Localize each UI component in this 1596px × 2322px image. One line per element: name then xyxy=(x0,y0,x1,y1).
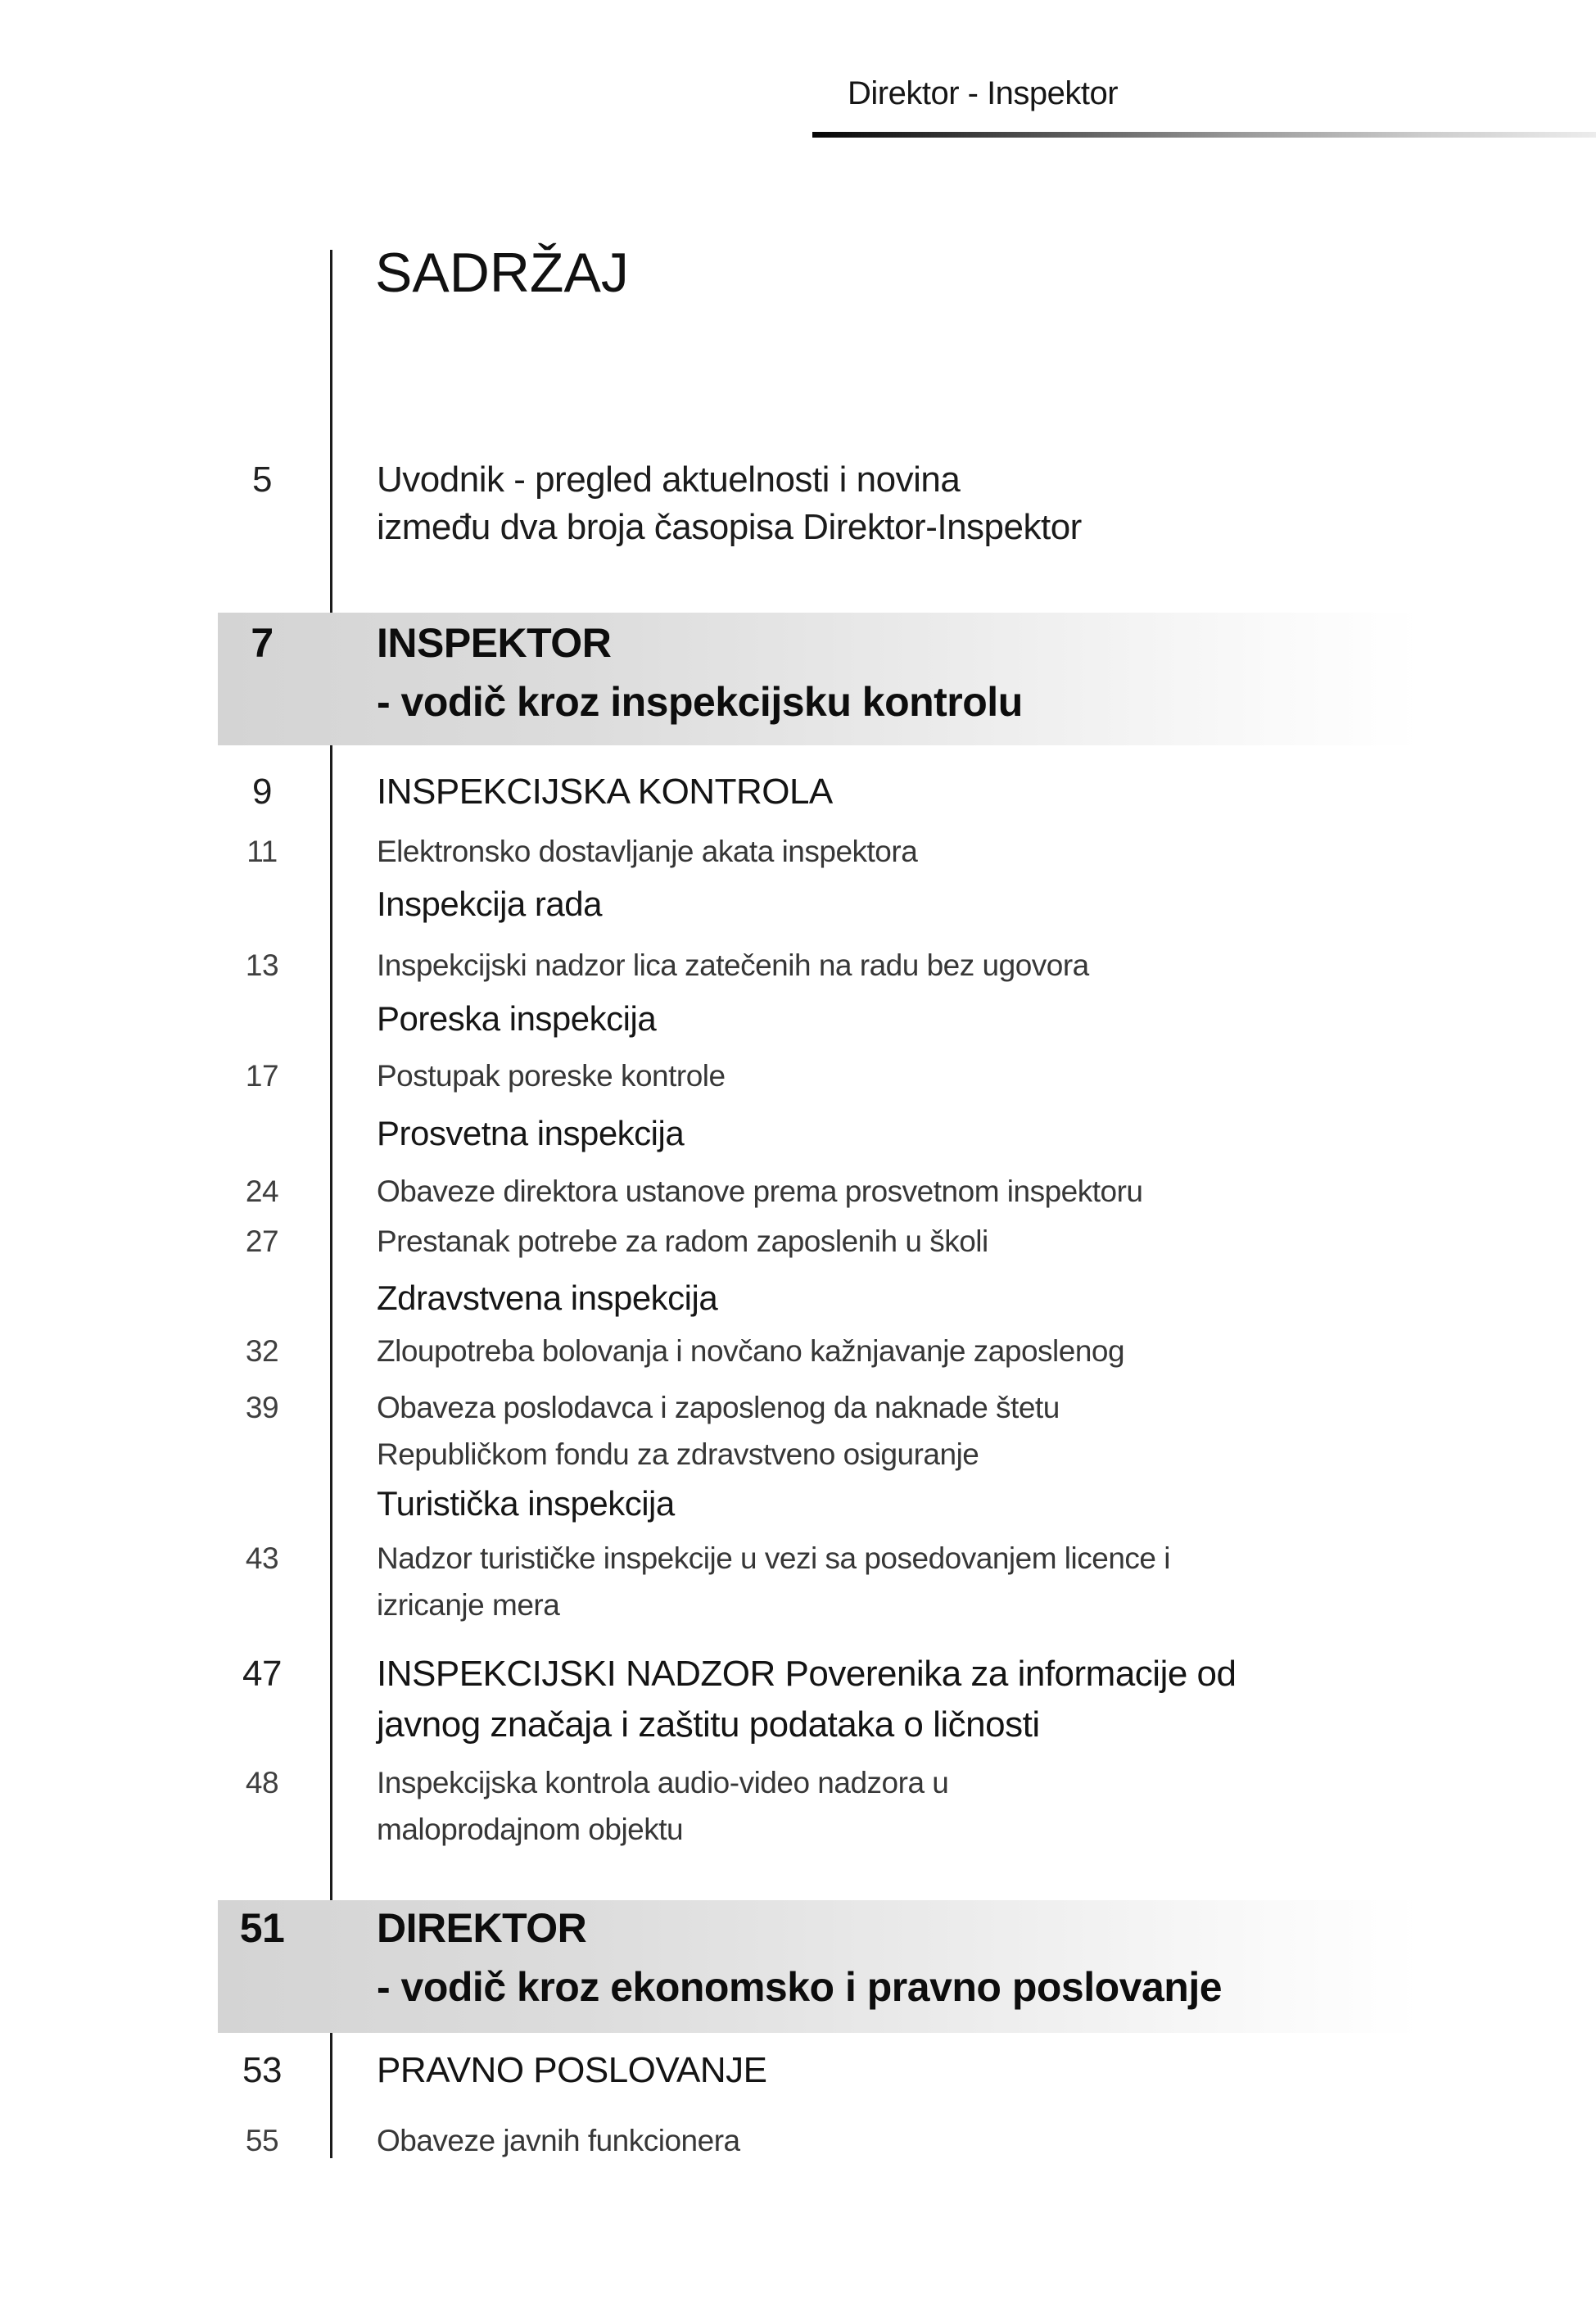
toc-entry-line: INSPEKCIJSKA KONTROLA xyxy=(377,772,833,812)
toc-entry-line: javnog značaja i zaštitu podataka o ličnosti xyxy=(377,1704,1040,1745)
header-rule xyxy=(812,132,1596,138)
toc-page-number: 7 xyxy=(251,620,274,666)
toc-page-number: 55 xyxy=(245,2124,279,2157)
toc-section-label: Poreska inspekcija xyxy=(377,999,657,1038)
toc-page-number: 51 xyxy=(239,1905,285,1951)
toc-entry-line: PRAVNO POSLOVANJE xyxy=(377,2050,767,2090)
toc-entry-line: - vodič kroz inspekcijsku kontrolu xyxy=(377,679,1023,725)
toc-section-label: Zdravstvena inspekcija xyxy=(377,1279,718,1317)
content-vertical-rule xyxy=(330,250,332,2158)
toc-page-number: 47 xyxy=(242,1654,282,1694)
toc-entry-line: izricanje mera xyxy=(377,1588,560,1622)
toc-entry-line: Nadzor turističke inspekcije u vezi sa posedovanjem licence i xyxy=(377,1541,1170,1575)
toc-entry-line: Obaveze javnih funkcionera xyxy=(377,2124,740,2157)
toc-page-number: 32 xyxy=(245,1334,279,1368)
journal-title: Direktor - Inspektor xyxy=(848,75,1119,111)
toc-page-number: 48 xyxy=(245,1766,279,1799)
toc-entry-line: Elektronsko dostavljanje akata inspektora xyxy=(377,835,918,868)
toc-entry-line: DIREKTOR xyxy=(377,1905,587,1951)
toc-entry-line: Prestanak potrebe za radom zaposlenih u školi xyxy=(377,1224,988,1258)
toc-entry-line: Obaveze direktora ustanove prema prosvetnom inspektoru xyxy=(377,1175,1143,1208)
toc-section-label: Inspekcija rada xyxy=(377,885,602,923)
toc-page-number: 24 xyxy=(245,1175,279,1208)
toc-entry-line: Republičkom fondu za zdravstveno osiguranje xyxy=(377,1437,979,1471)
toc-page-number: 43 xyxy=(245,1541,279,1575)
toc-entry-line: između dva broja časopisa Direktor-Inspektor xyxy=(377,507,1082,547)
toc-page-number: 39 xyxy=(245,1391,279,1424)
toc-page-number: 5 xyxy=(252,459,272,500)
toc-entry-line: INSPEKTOR xyxy=(377,620,612,666)
page-title: SADRŽAJ xyxy=(375,242,629,304)
toc-section-label: Turistička inspekcija xyxy=(377,1484,675,1523)
toc-entry-line: Inspekcijska kontrola audio-video nadzora u xyxy=(377,1766,949,1799)
toc-entry-line: - vodič kroz ekonomsko i pravno poslovanje xyxy=(377,1964,1223,2010)
toc-entry-line: Inspekcijski nadzor lica zatečenih na radu bez ugovora xyxy=(377,948,1089,982)
toc-page-number: 11 xyxy=(246,835,278,868)
toc-entry-line: Obaveza poslodavca i zaposlenog da naknade štetu xyxy=(377,1391,1060,1424)
toc-entry-line: Uvodnik - pregled aktuelnosti i novina xyxy=(377,459,961,500)
toc-page-number: 27 xyxy=(245,1224,279,1258)
toc-page-number: 53 xyxy=(242,2050,282,2090)
toc-entry-line: Zloupotreba bolovanja i novčano kažnjavanje zaposlenog xyxy=(377,1334,1125,1368)
toc-entry-line: Postupak poreske kontrole xyxy=(377,1059,726,1093)
toc-page-number: 17 xyxy=(245,1059,279,1093)
toc-page-number: 13 xyxy=(245,948,279,982)
toc-section-label: Prosvetna inspekcija xyxy=(377,1114,685,1152)
toc-entry-line: maloprodajnom objektu xyxy=(377,1813,684,1846)
toc-page-number: 9 xyxy=(252,772,272,812)
toc-entry-line: INSPEKCIJSKI NADZOR Poverenika za informacije od xyxy=(377,1654,1237,1694)
